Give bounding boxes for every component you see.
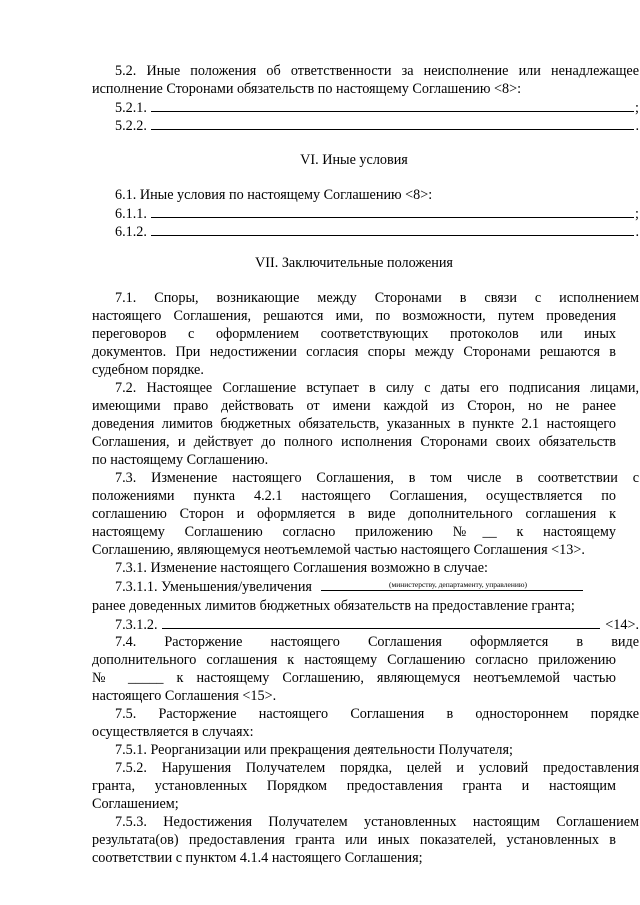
s5-2-2-label: 5.2.2. — [115, 118, 147, 134]
s5-2-1-label: 5.2.1. — [115, 100, 147, 116]
p7-3-line: настоящему Соглашению согласно приложению №__ к настоящему — [92, 524, 616, 540]
p7-5-3-line: 7.5.3. Недостижения Получателем установленных настоящим Соглашением — [115, 814, 639, 830]
s5-2-2-blank-line — [92, 116, 639, 134]
s5-2-line-1: 5.2. Иные положения об ответственности за неисполнение или ненадлежащее — [115, 63, 639, 79]
p7-3-1-1-label: 7.3.1.1. Уменьшения/увеличения — [115, 579, 312, 595]
p7-1-line: переговоров с оформлением соответствующих протоколов или иных — [92, 326, 616, 342]
p7-5-3-line: результата(ов) предоставления гранта или иных показателей, установленных в — [92, 832, 616, 848]
p7-2-line: доведения лимитов бюджетных обязательств, указанных в пункте 2.1 настоящего — [92, 416, 616, 432]
s5-2-1-blank — [151, 98, 634, 112]
s6-1-2-label: 6.1.2. — [115, 224, 147, 240]
p7-5-2-line: 7.5.2. Нарушения Получателем порядка, целей и условий предоставления — [115, 760, 639, 776]
p7-2-line: Соглашения, и действует до полного исполнения Сторонами своих обязательств — [92, 434, 616, 450]
s6-1-2-end: . — [635, 224, 639, 240]
p7-3-1-1-cont: ранее доведенных лимитов бюджетных обязательств на предоставление гранта; — [92, 598, 575, 614]
p7-3-1-1-line — [92, 577, 639, 595]
p7-3-line: Соглашению, являющемуся неотъемлемой частью настоящего Соглашения <13>. — [92, 542, 585, 558]
section-6-heading: VI. Иные условия — [300, 152, 408, 168]
p7-4-line: дополнительного соглашения к настоящему Соглашению согласно приложению — [92, 652, 616, 668]
s5-2-1-blank-line — [92, 98, 639, 116]
p7-1-line: судебном порядке. — [92, 362, 204, 378]
p7-3-line: 7.3. Изменение настоящего Соглашения, в том числе в соответствии с — [115, 470, 639, 486]
p7-3-1-line: 7.3.1. Изменение настоящего Соглашения возможно в случае: — [115, 560, 488, 576]
p7-1-line: 7.1. Споры, возникающие между Сторонами в связи с исполнением — [115, 290, 639, 306]
s6-1-2-blank — [151, 222, 635, 236]
p7-4-line: 7.4. Расторжение настоящего Соглашения оформляется в виде — [115, 634, 639, 650]
s6-1-1-blank-line — [92, 204, 639, 222]
p7-5-line: осуществляется в случаях: — [92, 724, 254, 740]
p7-3-line: соглашению Сторон и оформляется в виде дополнительного соглашения к — [92, 506, 616, 522]
p7-3-1-2-label: 7.3.1.2. — [115, 617, 158, 633]
s6-1-1-end: ; — [635, 206, 639, 222]
p7-5-line: 7.5. Расторжение настоящего Соглашения в одностороннем порядке — [115, 706, 639, 722]
p7-3-1-2-blank — [162, 615, 601, 629]
p7-1-line: настоящего Соглашения, решаются ими, по возможности, путем проведения — [92, 308, 616, 324]
p7-3-1-2-blank-line — [92, 615, 639, 633]
s5-2-1-end: ; — [635, 100, 639, 116]
s6-1-2-blank-line — [92, 222, 639, 240]
p7-2-line: имеющими право действовать от имени каждой из Сторон, но не ранее — [92, 398, 616, 414]
p7-4-line: № _____ к настоящему Соглашению, являющемуся неотъемлемой частью — [92, 670, 616, 686]
p7-2-line: 7.2. Настоящее Соглашение вступает в силу с даты его подписания лицами, — [115, 380, 639, 396]
p7-3-1-1-caption: (министерству, департаменту, управлению) — [389, 580, 527, 589]
s6-1-1-label: 6.1.1. — [115, 206, 147, 222]
s5-2-2-blank — [151, 116, 635, 130]
p7-3-1-2-end: <14>. — [605, 617, 639, 633]
p7-5-3-line: соответствии с пунктом 4.1.4 настоящего Соглашения; — [92, 850, 423, 866]
s5-2-2-end: . — [635, 118, 639, 134]
p7-4-line: настоящего Соглашения <15>. — [92, 688, 277, 704]
s6-1-1-blank — [151, 204, 634, 218]
p7-5-2-line: Соглашением; — [92, 796, 179, 812]
section-7-heading: VII. Заключительные положения — [255, 255, 453, 271]
p7-1-line: документов. При недостижении согласия споры между Сторонами решаются в — [92, 344, 616, 360]
p7-2-line: по настоящему Соглашению. — [92, 452, 269, 468]
s6-1-line: 6.1. Иные условия по настоящему Соглашению <8>: — [115, 187, 433, 203]
p7-3-line: положениями пункта 4.2.1 настоящего Соглашения, осуществляется по — [92, 488, 616, 504]
p7-5-2-line: гранта, установленных Порядком предоставления гранта и настоящим — [92, 778, 616, 794]
s5-2-line-2: исполнение Сторонами обязательств по настоящему Соглашению <8>: — [92, 81, 522, 97]
p7-5-1-line: 7.5.1. Реорганизации или прекращения деятельности Получателя; — [115, 742, 513, 758]
